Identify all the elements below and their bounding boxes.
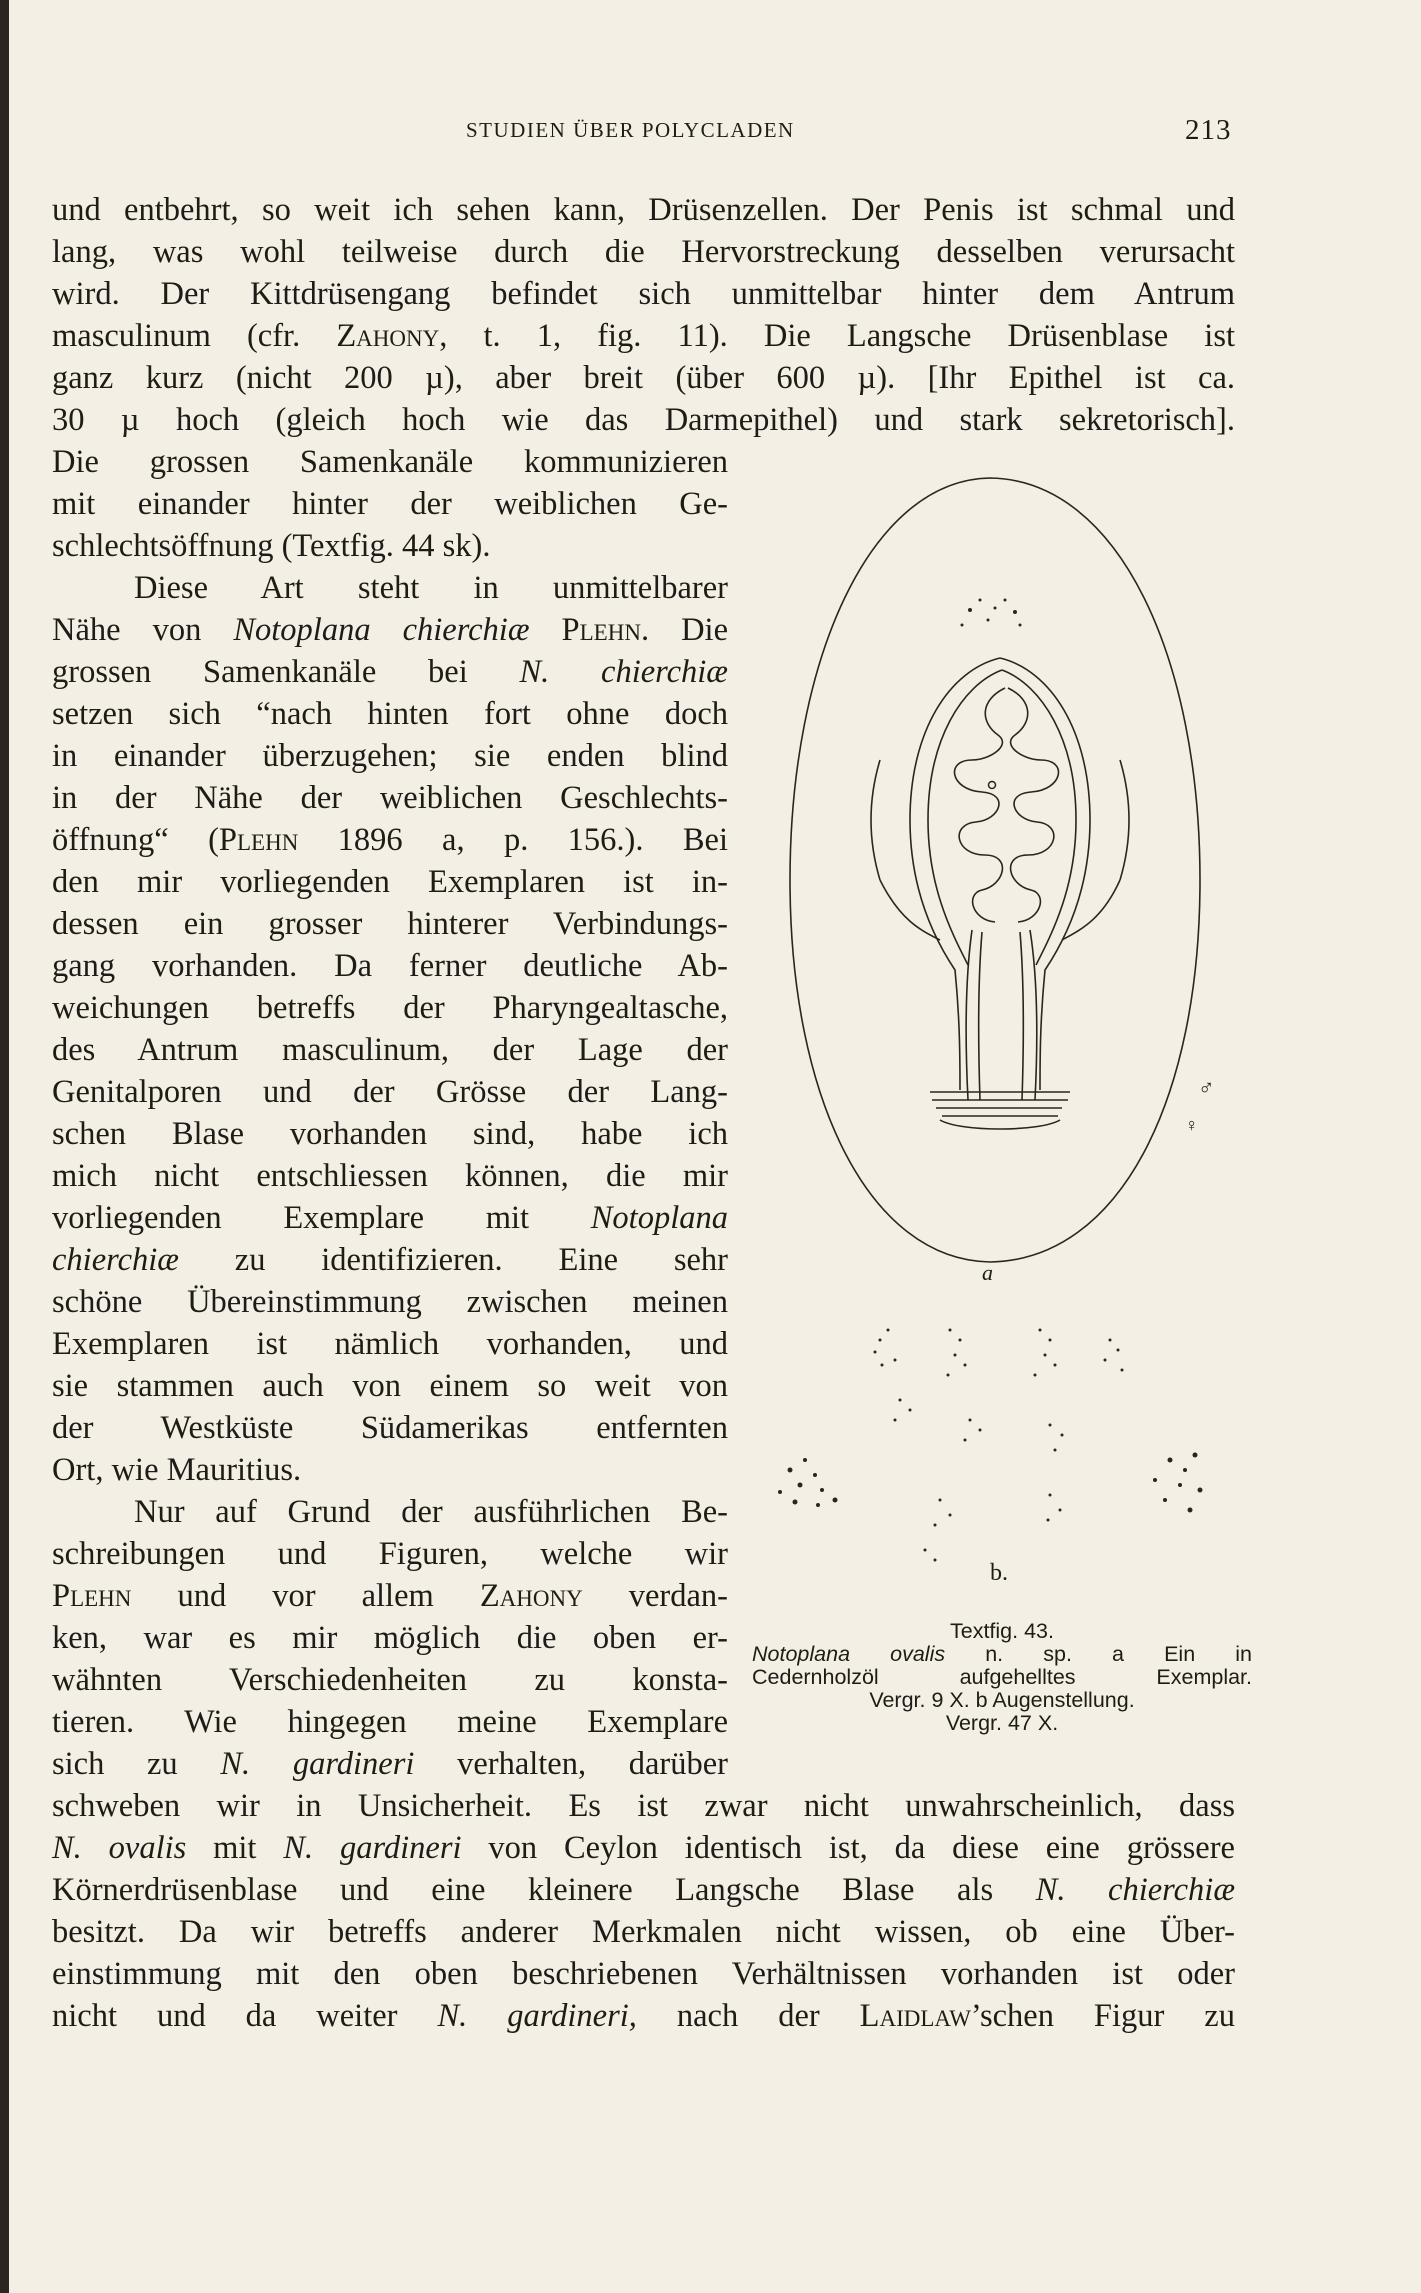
text-line: schreibungen und Figuren, welche wir: [52, 1536, 728, 1572]
text-line: nicht und da weiter N. gardineri, nach der Laidlaw’schen Figur zu: [52, 1998, 1235, 2034]
species-name: Notoplana: [590, 1200, 728, 1236]
text-line: Die grossen Samenkanäle kommunizieren: [52, 444, 728, 480]
figure-caption: [752, 1620, 1252, 1735]
text-line: chierchiæ zu identifizieren. Eine sehr: [52, 1242, 728, 1278]
figure-label-a: a: [982, 1260, 993, 1285]
text-line: schweben wir in Unsicherheit. Es ist zwar nicht unwahrscheinlich, dass: [52, 1788, 1235, 1824]
text-line: 30 µ hoch (gleich hoch wie das Darmepithel) und stark sekretorisch].: [52, 402, 1235, 438]
page-edge: [0, 0, 9, 2293]
caption-line: Cedernholzöl aufgehelltes Exemplar.: [752, 1665, 1252, 1689]
text-line: Nur auf Grund der ausführlichen Be-: [134, 1494, 728, 1530]
text-line: Genitalporen und der Grösse der Lang-: [52, 1074, 728, 1110]
page-number: 213: [1185, 114, 1232, 146]
text-line: in einander überzugehen; sie enden blind: [52, 738, 728, 774]
text-line: Plehn und vor allem Zahony verdan-: [52, 1578, 728, 1614]
species-name: N. gardineri: [283, 1830, 462, 1866]
text-line: schöne Übereinstimmung zwischen meinen: [52, 1284, 728, 1320]
text-line: N. ovalis mit N. gardineri von Ceylon identisch ist, da diese eine grössere: [52, 1830, 1235, 1866]
text-line: wähnten Verschiedenheiten zu konsta-: [52, 1662, 728, 1698]
text-line: des Antrum masculinum, der Lage der: [52, 1032, 728, 1068]
text-line: lang, was wohl teilweise durch die Hervorstreckung desselben verursacht: [52, 234, 1235, 270]
flatworm-illustration: [750, 460, 1250, 1590]
species-name: Notoplana chierchiæ: [233, 612, 530, 648]
text-line: der Westküste Südamerikas entfernten: [52, 1410, 728, 1446]
text-line: Exemplaren ist nämlich vorhanden, und: [52, 1326, 728, 1362]
text-line: Nähe von Notoplana chierchiæ Plehn. Die: [52, 612, 728, 648]
text-line: dessen ein grosser hinterer Verbindungs-: [52, 906, 728, 942]
text-line: vorliegenden Exemplare mit Notoplana: [52, 1200, 728, 1236]
text-line: mit einander hinter der weiblichen Ge-: [52, 486, 728, 522]
caption-line: Vergr. 47 X.: [945, 1711, 1059, 1735]
text-line: den mir vorliegenden Exemplaren ist in-: [52, 864, 728, 900]
text-line: ken, war es mir möglich die oben er-: [52, 1620, 728, 1656]
text-line: masculinum (cfr. Zahony, t. 1, fig. 11). Die Langsche Drüsenblase ist: [52, 318, 1235, 354]
figure-label-b: b.: [990, 1560, 1008, 1586]
author-name: Zahony: [336, 318, 440, 354]
author-name: Laidlaw: [859, 1998, 971, 2034]
text-line: öffnung“ (Plehn 1896 a, p. 156.). Bei: [52, 822, 728, 858]
species-name: chierchiæ: [52, 1242, 179, 1278]
species-name: N. gardineri: [220, 1746, 415, 1782]
text-line: setzen sich “nach hinten fort ohne doch: [52, 696, 728, 732]
text-line: weichungen betreffs der Pharyngealtasche,: [52, 990, 728, 1026]
text-line: ganz kurz (nicht 200 µ), aber breit (über 600 µ). [Ihr Epithel ist ca.: [52, 360, 1235, 396]
text-line: Ort, wie Mauritius.: [52, 1452, 302, 1488]
text-line: grossen Samenkanäle bei N. chierchiæ: [52, 654, 728, 690]
text-line: Körnerdrüsenblase und eine kleinere Langsche Blase als N. chierchiæ: [52, 1872, 1235, 1908]
text-line: wird. Der Kittdrüsengang befindet sich unmittelbar hinter dem Antrum: [52, 276, 1235, 312]
species-name: Notoplana ovalis: [752, 1642, 946, 1666]
text-line: sie stammen auch von einem so weit von: [52, 1368, 728, 1404]
figure-label-female: ♀: [1185, 1115, 1199, 1135]
running-head: [0, 114, 1421, 148]
text-line: besitzt. Da wir betreffs anderer Merkmalen nicht wissen, ob eine Über-: [52, 1914, 1235, 1950]
text-line: in der Nähe der weiblichen Geschlechts-: [52, 780, 728, 816]
text-line: Diese Art steht in unmittelbarer: [134, 570, 728, 606]
caption-line: Notoplana ovalis n. sp. a Ein in: [752, 1642, 1252, 1666]
figure-label-male: ♂: [1198, 1075, 1215, 1100]
text-line: tieren. Wie hingegen meine Exemplare: [52, 1704, 728, 1740]
species-name: N. chierchiæ: [1035, 1872, 1235, 1908]
author-name: Plehn: [561, 612, 641, 648]
author-name: Plehn: [52, 1578, 132, 1614]
running-title: STUDIEN ÜBER POLYCLADEN: [466, 118, 795, 142]
species-name: N. chierchiæ: [519, 654, 728, 690]
author-name: Zahony: [479, 1578, 583, 1614]
caption-line: Vergr. 9 X. b Augenstellung.: [869, 1688, 1135, 1712]
species-name: N. gardineri,: [437, 1998, 637, 2034]
author-name: Plehn: [218, 822, 299, 858]
species-name: N. ovalis: [52, 1830, 187, 1866]
text-line: sich zu N. gardineri verhalten, darüber: [52, 1746, 729, 1782]
text-line: und entbehrt, so weit ich sehen kann, Drüsenzellen. Der Penis ist schmal und: [52, 192, 1235, 228]
text-line: mich nicht entschliessen können, die mir: [52, 1158, 728, 1194]
text-line: schen Blase vorhanden sind, habe ich: [52, 1116, 728, 1152]
text-line: gang vorhanden. Da ferner deutliche Ab-: [52, 948, 728, 984]
text-line: einstimmung mit den oben beschriebenen Verhältnissen vorhanden ist oder: [52, 1956, 1235, 1992]
textfig-43: [750, 460, 1250, 1590]
text-line: schlechtsöffnung (Textfig. 44 sk).: [52, 528, 491, 564]
caption-title: Textfig. 43.: [950, 1619, 1054, 1643]
